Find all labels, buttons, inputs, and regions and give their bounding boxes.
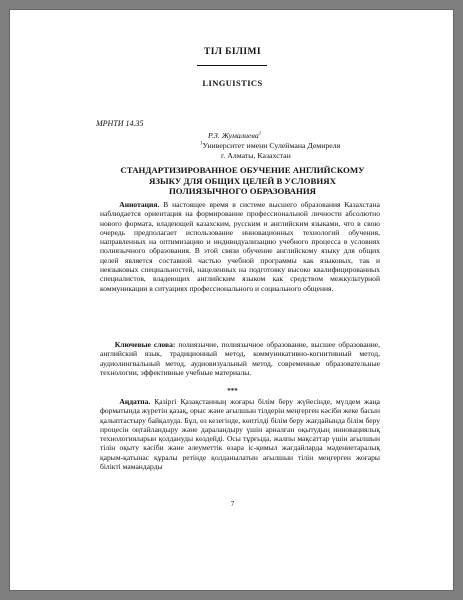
kazakh-abstract-text: Қазіргі Қазақстанның жоғары білім беру жүйесінде, мүлдем жаңа форматында жүретін қазақ, орыс және ағылшын тілдерін меңгерген кәсіби жеке басын қалыптастыру байқалуда. Бұл, өз кезегінде, көптілді білім беру жағдайында білім беру процесін оңтайландыру және дараландыру үшін арналған оқытудың инновациялық технологияларын қолдануды көздейді. Осы тұрғыда, жалпы мақсаттар үшін ағылшын тілін оқыту кәсіби және әлеуметтік өзара іс-қимыл жағдайларда мәдениетаралық қарым-қатынас құралы ретінде қолданылатын ағылшын тілін меңгерген жоғары білікті мамандарды [100, 397, 380, 472]
header-divider [197, 65, 267, 66]
kazakh-abstract-label: Аңдатпа. [119, 397, 151, 406]
section-separator: *** [227, 387, 238, 395]
section-title-kz: ТІЛ БІЛІМІ [204, 47, 261, 57]
author-name [208, 131, 261, 140]
author-text: Р.З. Жумалиева [208, 131, 259, 140]
abstract-paragraph [100, 200, 380, 293]
abstract-label: Аннотация. [119, 200, 160, 209]
author-superscript: 1 [258, 131, 262, 137]
section-title-en: LINGUISTICS [202, 78, 263, 88]
udk-code: МРНТИ 14.35 [96, 119, 144, 128]
keywords-text: полиязычие, полиязычное образование, высшее образование, английский язык, традиционный метод, коммуникативно-когнитивный метод, аудиолингвальный метод, аудиовизуальный метод, современные образовательные технологии, эффективные учебные материалы. [100, 340, 381, 377]
affiliation [200, 141, 340, 150]
keywords-paragraph [100, 340, 380, 377]
keywords-label: Ключевые слова: [114, 340, 176, 349]
page-number: 7 [230, 500, 235, 508]
affiliation-superscript: 1 [200, 141, 203, 147]
article-title: СТАНДАРТИЗИРОВАННОЕ ОБУЧЕНИЕ АНГЛИЙСКОМУ ЯЗЫКУ ДЛЯ ОБЩИХ ЦЕЛЕЙ В УСЛОВИЯХ ПОЛИЯЗЫЧНОГО ОБРАЗОВАНИЯ [120, 165, 365, 196]
document-page [9, 9, 454, 591]
abstract-text: В настоящее время в системе высшего образования Казахстана наблюдается ориентация на формирование профессиональной личности абсолютно нового формата, владеющей казахским, русским и английским языками, что в свою очередь предполагает использование инновационных технологий обучения, направленных на оптимизацию и индивидуализацию учебного процесса в условиях полиязычного образования. В этой связи обучение английскому языку для общих целей является составной частью учебной программы как языковых, так и неязыковых специальностей, нацеленных на подготовку высоко квалифицированных специалистов, владеющих английским языком как средством межкультурной коммуникации в ситуациях профессионального и социального общения. [100, 200, 381, 293]
affiliation-text: Университет имени Сулеймана Демиреля [202, 141, 341, 150]
city: г. Алматы, Казахстан [221, 151, 291, 160]
kazakh-abstract-paragraph [100, 397, 380, 471]
